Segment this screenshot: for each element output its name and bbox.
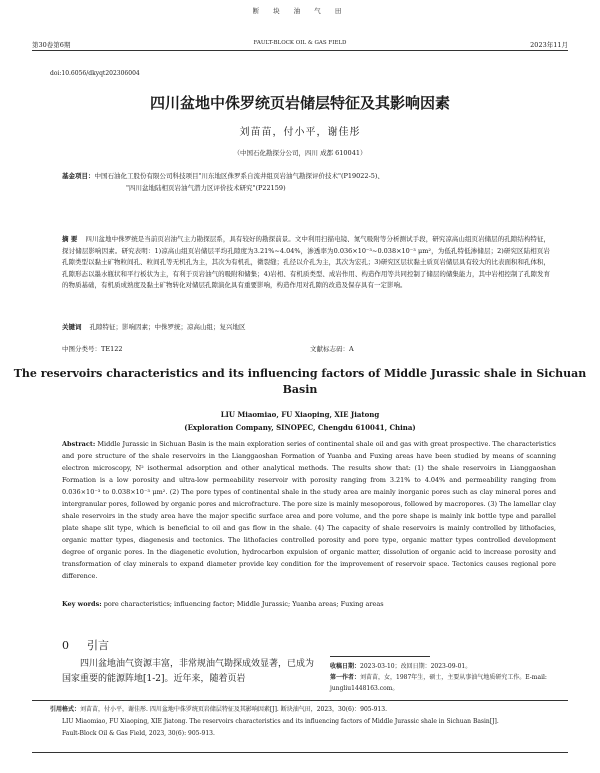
document-code: 文献标志码：A	[310, 345, 354, 353]
author-bio: 刘苗苗，女，1987年生，硕士，主要从事油气地质研究工作。E-mail: jungliu1448163.com。	[330, 674, 547, 692]
notes-rule	[330, 656, 430, 657]
affiliation-cn: （中国石化勘探分公司，四川 成都 610041）	[233, 149, 367, 157]
abstract-en-text: Middle Jurassic in Sichuan Basin is the main exploration series of continental shale oil and gas with great prospective. The characteristics and pore structure of the shale reservoirs in the Lianggaoshan Formation of Yuanba and Fuxing areas have been studied by means of scanning electron microscopy, N² isothermal adsorption and other analytical methods. The results show that: (1) the shale reservoirs in Lianggaoshan Formation is a low porosity and ultra-low permeability reservoir with porosity ranging from 3.21% to 4.04% and permeability ranging from 0.036×10⁻³ to 0.038×10⁻³ μm². (2) The pore types of continental shale in the study area are mainly inorganic pores such as clay mineral pores and intergranular pores, followed by organic pores and microfracture. The pore size is mainly mesoporous, followed by macropores. (3) The lamellar clay shale reservoirs in the study area have the major specific surface area and pore volume, and the pore shape is mainly ink bottle type and parallel plate shape slit type, which is beneficial to oil and gas flow in the shale. (4) The capacity of shale reservoirs is mainly controlled by lithofacies, organic matter types, diagenesis and tectonics. The lithofacies controlled porosity and pore type, organic matter types controlled development degree of organic pores. In the diagenetic evolution, hydrocarbon expulsion of organic matter, dissolution of organic acid to increase porosity and transformation of clay minerals to expand diameter provide key condition for the improvement of reservoir space. Tectonics causes regional pore difference.	[62, 440, 556, 580]
authors-cn: 刘苗苗，付小平，谢佳彤	[239, 127, 361, 138]
received-dates: 2023-03-10；改回日期：2023-09-01。	[360, 663, 472, 670]
abstract-en	[62, 438, 556, 582]
keywords-cn-label: 关键词	[62, 323, 82, 331]
section-heading	[62, 637, 109, 653]
keywords-en-text: pore characteristics; influencing factor; Middle Jurassic; Yuanba areas; Fuxing areas	[103, 600, 384, 608]
abstract-cn	[62, 234, 550, 292]
article-notes	[330, 661, 570, 694]
journal-title-en: FAULT-BLOCK OIL & GAS FIELD	[253, 40, 347, 46]
clc-number: 中图分类号：TE122	[62, 345, 123, 353]
abstract-en-label: Abstract:	[62, 440, 96, 448]
fund-info	[62, 170, 562, 194]
affiliation-en: (Exploration Company, SINOPEC, Chengdu 610041, China)	[184, 423, 416, 432]
title-cn: 四川盆地中侏罗统页岩储层特征及其影响因素	[149, 94, 450, 112]
author-label: 第一作者：	[330, 674, 361, 681]
abstract-cn-label: 摘 要	[62, 235, 78, 243]
fund-line-1: 中国石油化工股份有限公司科技项目"川东地区侏罗系自流井组页岩油气勘探评价技术"(P19022-5)、	[94, 172, 384, 180]
keywords-cn	[62, 322, 246, 331]
header-rule	[32, 50, 568, 51]
keywords-en-label: Key words:	[62, 600, 102, 608]
intro-paragraph: 四川盆地油气资源丰富，非常规油气勘探成效显著，已成为国家重要的能源阵地[1-2]。近年来，随着页岩	[62, 659, 315, 684]
fund-label: 基金项目：	[62, 172, 95, 180]
section-title: 引言	[87, 639, 109, 652]
authors-en: LIU Miaomiao, FU Xiaoping, XIE Jiatong	[220, 410, 380, 419]
keywords-en	[62, 600, 384, 608]
citation-en-1: LIU Miaomiao, FU Xiaoping, XIE Jiatong. The reservoirs characteristics and its influencing factors of Middle Jurassic shale in Sichuan Basin[J].	[62, 718, 499, 725]
received-label: 收稿日期：	[330, 663, 361, 670]
citation-label: 引用格式：	[50, 706, 81, 713]
citation-block	[50, 704, 560, 740]
citation-cn: 刘苗苗，付小平，谢佳彤. 四川盆地中侏罗统页岩储层特征及其影响因素[J]. 断块油气田，2023，30(6)：905-913.	[80, 706, 387, 713]
citation-en-2: Fault-Block Oil & Gas Field, 2023, 30(6): 905-913.	[62, 730, 215, 737]
volume-issue: 第30卷第6期	[32, 41, 71, 49]
abstract-cn-text: 四川盆地中侏罗统是当前页岩油气主力勘探层系，具有较好的勘探前景。文中利用扫描电镜、氮气吸附等分析测试手段，研究凉高山组页岩储层的孔隙结构特征，探讨储层影响因素。研究表明：1)凉高山组页岩储层平均孔隙度为3.21%~4.04%，渗透率为0.036×10⁻³~0.038×10⁻³ μm²，为低孔特低渗储层；2)研究区陆相页岩孔隙类型以黏土矿物粒间孔、粒间孔等无机孔为主，其次为有机孔，微裂缝；孔径以介孔为主，其次为宏孔；3)研究区层状黏土质页岩储层具有较大的比表面积和孔体积，孔隙形态以墨水瓶状和平行板状为主，有利于页岩油气的吸附和储集；4)岩相、有机质类型、成岩作用、构造作用等共同控制了储层的储集能力，其中岩相控制了孔隙发育的物质基础，有机质成熟度及黏土矿物转化对储层孔隙演化具有重要影响，构造作用对孔隙的改造及保存具有一定影响。	[62, 235, 551, 289]
bottom-rule	[32, 752, 568, 753]
fund-line-2: "四川盆地陆相页岩油气潜力区评价技术研究"(P22159)	[126, 184, 286, 192]
keywords-cn-text: 孔隙特征；影响因素；中侏罗统；凉高山组；复兴地区	[89, 323, 246, 331]
doi: doi:10.6056/dkyqt202306004	[50, 70, 140, 77]
section-number: 0	[62, 639, 69, 652]
issue-date: 2023年11月	[530, 41, 568, 49]
journal-title-cn: 断 块 油 气 田	[252, 7, 348, 15]
citation-rule	[32, 700, 568, 701]
title-en: The reservoirs characteristics and its influencing factors of Middle Jurassic shale in Sichuan Basin	[13, 367, 587, 396]
